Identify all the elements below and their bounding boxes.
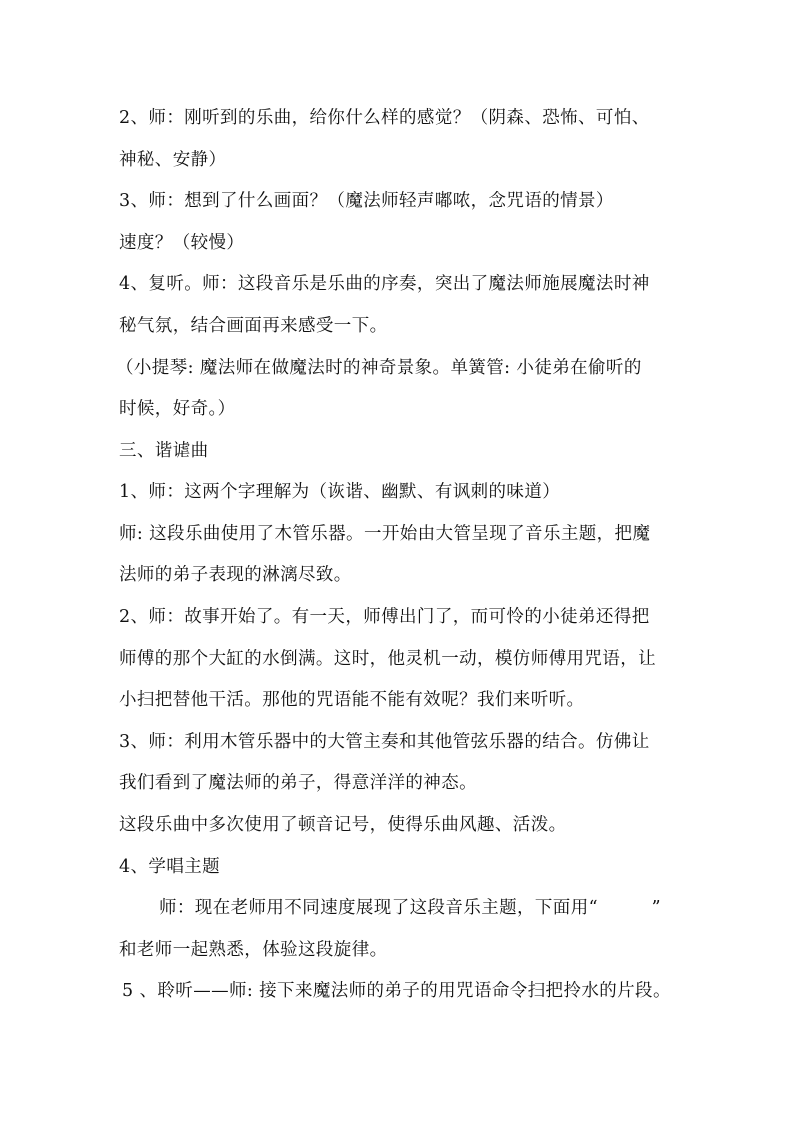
paragraph-line: 和老师一起熟悉，体验这段旋律。 xyxy=(119,940,388,960)
paragraph-line: 3、师：想到了什么画面？（魔法师轻声嘟哝，念咒语的情景） xyxy=(119,191,614,211)
paragraph-line: 1、师：这两个字理解为（诙谐、幽默、有讽刺的味道） xyxy=(119,482,561,502)
paragraph-line: 4、学唱主题 xyxy=(119,857,221,877)
paragraph-line: 5 、聆听——师: 接下来魔法师的弟子的用咒语命令扫把拎水的片段。 xyxy=(122,981,671,1001)
paragraph-line: 3、师：利用木管乐器中的大管主奏和其他管弦乐器的结合。仿佛让 xyxy=(119,732,650,752)
paragraph-line: 这段乐曲中多次使用了顿音记号，使得乐曲风趣、活泼。 xyxy=(119,815,567,835)
paragraph-line: 2、师：故事开始了。有一天，师傅出门了，而可怜的小徒弟还得把 xyxy=(119,607,650,627)
paragraph-line: 师傅的那个大缸的水倒满。这时，他灵机一动，模仿师傅用咒语，让 xyxy=(119,649,656,669)
paragraph-line: 师：现在老师用不同速度展现了这段音乐主题，下面用“ ” xyxy=(159,898,661,918)
paragraph-line: 速度？（较慢） xyxy=(119,233,245,253)
paragraph-line: 法师的弟子表现的淋漓尽致。 xyxy=(119,565,352,585)
paragraph-line: 小扫把替他干活。那他的咒语能不能有效呢？我们来听听。 xyxy=(119,690,585,710)
section-heading: 三、谐谑曲 xyxy=(119,441,209,461)
paragraph-line: 我们看到了魔法师的弟子，得意洋洋的神态。 xyxy=(119,773,477,793)
paragraph-line: 时候，好奇。） xyxy=(119,399,236,419)
paragraph-line: 神秘、安静） xyxy=(119,150,227,170)
paragraph-line: 师: 这段乐曲使用了木管乐器。一开始由大管呈现了音乐主题，把魔 xyxy=(119,524,651,544)
paragraph-line: 4、复听。师：这段音乐是乐曲的序奏，突出了魔法师施展魔法时神 xyxy=(119,274,650,294)
paragraph-line: 2、师：刚听到的乐曲，给你什么样的感觉？（阴森、恐怖、可怕、 xyxy=(119,108,650,128)
paragraph-line: 秘气氛，结合画面再来感受一下。 xyxy=(119,316,388,336)
paragraph-line: （小提琴: 魔法师在做魔法时的神奇景象。单簧管: 小徒弟在偷听的 xyxy=(116,358,642,378)
